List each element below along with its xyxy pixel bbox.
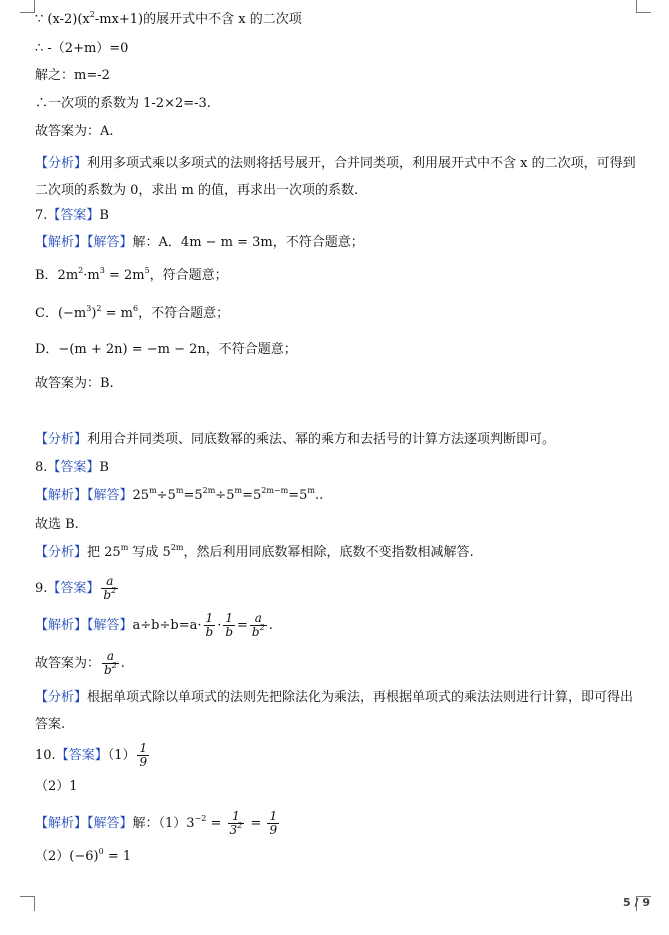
- line-text: 利用多项式乘以多项式的法则将括号展开，合并同类项，利用展开式中不含 x 的二次项，可得到二次项的系数为 0，求出 m 的值，再求出一次项的系数.: [35, 156, 636, 198]
- text-line-23: [35, 779, 641, 795]
- line-text: （2）1: [35, 779, 78, 794]
- text-line-16: [35, 517, 641, 533]
- text-line-17: [35, 545, 641, 561]
- section-tag: 【答案】: [55, 748, 108, 763]
- text-line-11: [35, 342, 641, 358]
- section-tag: 【答案】: [47, 581, 100, 596]
- line-text: 解之：m=-2: [35, 68, 110, 83]
- line-text: B: [99, 460, 109, 475]
- text-line-9: [35, 268, 641, 284]
- line-text: 解：A．4m − m = 3m，不符合题意；: [132, 235, 364, 250]
- text-line-12: [35, 376, 641, 392]
- text-line-2: [35, 41, 641, 57]
- line-text: 解：$(1)3^{-2}$ = $\frac{1}{3^2}$ = $\frac{1}{9}$: [132, 809, 278, 837]
- section-tag-secondary: 【解答】: [87, 816, 133, 831]
- section-tag: 【分析】: [35, 690, 88, 705]
- line-text: ∴ -（2+m）=0: [35, 41, 129, 56]
- line-text: $(2)(-6)^0 = 1$: [35, 847, 132, 864]
- text-line-19: [35, 612, 641, 639]
- line-text: $\frac{a}{b^2}$: [103, 574, 117, 602]
- line-text: 故答案为：B.: [35, 376, 114, 391]
- question-number: 8.: [35, 460, 48, 475]
- line-text: ∴一次项的系数为 1-2×2=-3.: [35, 96, 211, 111]
- section-tag: 【分析】: [35, 156, 88, 171]
- line-text: （1） $\frac{1}{9}$: [107, 741, 148, 769]
- text-line-22: [35, 742, 641, 769]
- page-number: 5 / 9: [623, 896, 650, 909]
- line-text: 故选 B.: [35, 517, 79, 532]
- text-line-10: [35, 306, 641, 322]
- question-number: 10.: [35, 748, 56, 763]
- section-tag-secondary: 【解答】: [87, 488, 133, 503]
- text-line-14: [35, 460, 641, 476]
- section-tag-secondary: 【解答】: [87, 618, 133, 633]
- text-line-20: [35, 650, 641, 677]
- crop-mark-top-left: [20, 0, 35, 13]
- line-text: B．$2m^2\cdot m^3 = 2m^5$，符合题意；: [35, 266, 228, 283]
- line-text: 故答案为：A.: [35, 124, 114, 139]
- section-tag: 【分析】: [35, 432, 88, 447]
- text-line-1: [35, 12, 641, 28]
- line-text: 故答案为： $\frac{a}{b^2}$ .: [35, 649, 125, 677]
- text-line-6: [35, 150, 641, 204]
- section-tag: 【解析】: [35, 618, 88, 633]
- text-line-7: [35, 208, 641, 224]
- text-line-18: [35, 575, 641, 602]
- line-text: 利用合并同类项、同底数幂的乘法、幂的乘方和去括号的计算方法逐项判断即可。: [87, 432, 556, 447]
- section-tag-secondary: 【解答】: [87, 235, 133, 250]
- text-line-4: [35, 96, 641, 112]
- text-line-13: [35, 432, 641, 448]
- line-text: ∵ $(x-2)(x^2-mx+1)$的展开式中不含 x 的二次项: [35, 10, 302, 27]
- section-tag: 【解析】: [35, 235, 88, 250]
- section-tag: 【答案】: [47, 460, 100, 475]
- text-line-15: [35, 488, 641, 504]
- text-line-21: [35, 684, 641, 738]
- line-text: 把 25$^m$ 写成 $5^{2m}$，然后利用同底数幂相除，底数不变指数相减解答.: [87, 543, 474, 560]
- text-line-25: [35, 849, 641, 865]
- text-line-8: [35, 235, 641, 251]
- line-text: C．$(-m^3)^2 = m^6$，不符合题意；: [35, 304, 230, 321]
- text-line-24: [35, 810, 641, 837]
- text-line-3: [35, 68, 641, 84]
- section-tag: 【分析】: [35, 545, 88, 560]
- line-text: a÷b÷b=a· $\frac{1}{b}$ · $\frac{1}{b}$ = $\frac{a}{b^2}$ .: [132, 611, 273, 639]
- section-tag: 【解析】: [35, 816, 88, 831]
- text-line-5: [35, 124, 641, 140]
- section-tag: 【答案】: [47, 208, 100, 223]
- line-text: 根据单项式除以单项式的法则先把除法化为乘法，再根据单项式的乘法法则进行计算，即可得出答案.: [35, 690, 634, 732]
- question-number: 9.: [35, 581, 48, 596]
- line-text: B: [99, 208, 109, 223]
- line-text: $25^m\div 5^m=5^{2m}\div 5^m=5^{2m-m}=5^m$..: [132, 486, 324, 503]
- section-tag: 【解析】: [35, 488, 88, 503]
- question-number: 7.: [35, 208, 48, 223]
- line-text: D．−(m + 2n) = −m − 2n，不符合题意；: [35, 342, 297, 357]
- crop-mark-bottom-left: [20, 896, 35, 911]
